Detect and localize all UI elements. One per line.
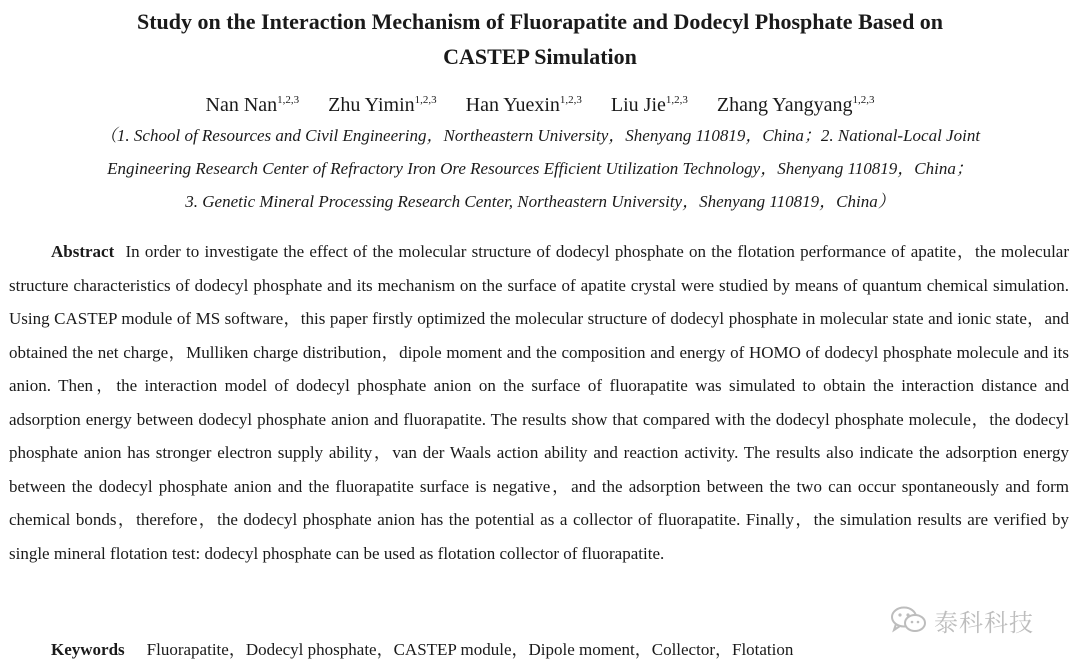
title-line-1: Study on the Interaction Mechanism of Fluorapatite and Dodecyl Phosphate Based on xyxy=(136,9,944,34)
wechat-icon xyxy=(890,605,928,635)
author: Han Yuexin$^{1,2,3}$ xyxy=(465,94,582,116)
abstract xyxy=(9,235,1069,570)
author: Liu Jie$^{1,2,3}$ xyxy=(610,94,688,116)
affiliation-line-2: Engineering Research Center of Refractory Iron Ore Resources Efficient Utilization Technology，Shenyang 110819，China； xyxy=(107,159,973,178)
author: Zhang Yangyang$^{1,2,3}$ xyxy=(716,94,875,116)
affiliation-line-1: （1. School of Resources and Civil Engineering，Northeastern University，Shenyang 110819，China；2. National-Local Joint xyxy=(99,126,981,145)
author-list xyxy=(0,86,1080,119)
paper-title xyxy=(0,4,1080,74)
affiliation-line-3: 3. Genetic Mineral Processing Research Center, Northeastern University，Shenyang 110819，China） xyxy=(185,192,895,211)
keywords-label: Keywords xyxy=(51,640,125,659)
keywords xyxy=(51,636,793,664)
title-line-2: CASTEP Simulation xyxy=(443,44,637,69)
author: Nan Nan$^{1,2,3}$ xyxy=(205,94,300,116)
abstract-label: Abstract xyxy=(51,242,115,261)
keywords-text: Fluorapatite，Dodecyl phosphate，CASTEP module，Dipole moment，Collector，Flotation xyxy=(146,640,794,659)
author: Zhu Yimin$^{1,2,3}$ xyxy=(328,94,437,116)
watermark xyxy=(890,602,1050,638)
abstract-text: In order to investigate the effect of the molecular structure of dodecyl phosphate on the flotation performance of apatite，the molecular structure characteristics of dodecyl phosphate and its mechanism on the surface of apatite crystal were studied by means of quantum chemical simulation. Using CASTEP module of MS software，this paper firstly optimized the molecular structure of dodecyl phosphate in molecular state and ionic state，and obtained the net charge，Mulliken charge distribution，dipole moment and the composition and energy of HOMO of dodecyl phosphate molecule and its anion. Then，the interaction model of dodecyl phosphate anion on the surface of fluorapatite was simulated to obtain the interaction distance and adsorption energy between dodecyl phosphate anion and fluorapatite. The results show that compared with the dodecyl phosphate molecule，the dodecyl phosphate anion has stronger electron supply ability，van der Waals action ability and reaction activity. The results also indicate the adsorption energy between the dodecyl phosphate anion and the fluorapatite surface is negative，and the adsorption between the two can occur spontaneously and form chemical bonds，therefore，the dodecyl phosphate anion has the potential as a collector of fluorapatite. Finally，the simulation results are verified by single mineral flotation test: dodecyl phosphate can be used as flotation collector of fluorapatite. xyxy=(9,242,1069,563)
watermark-text: 泰科科技 xyxy=(934,608,1034,637)
